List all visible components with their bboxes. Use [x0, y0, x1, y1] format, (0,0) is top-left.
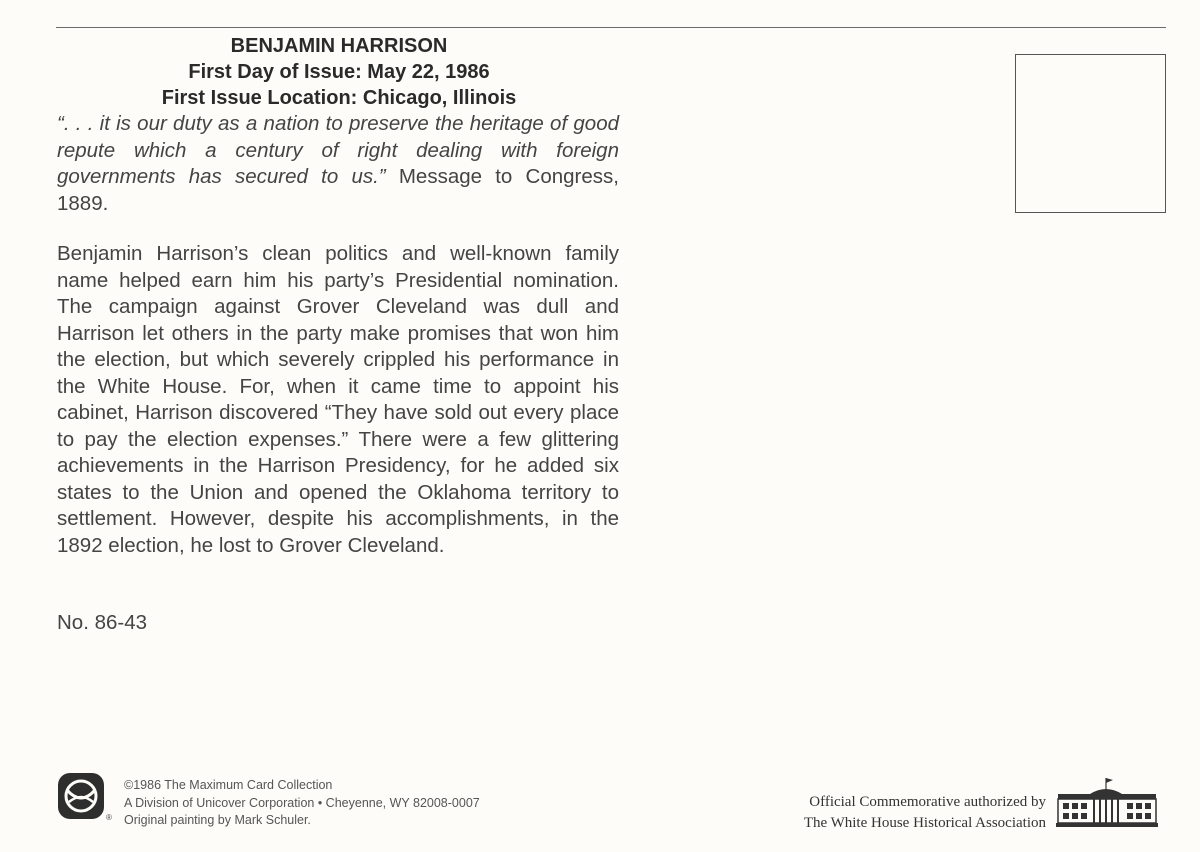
card-header: [56, 33, 622, 111]
white-house-icon: [1056, 776, 1158, 828]
registered-mark: ®: [106, 813, 112, 822]
authorization-line-1: Official Commemorative authorized by: [809, 794, 1046, 810]
credits-block: [124, 777, 480, 830]
stamp-placeholder-box: [1015, 54, 1166, 213]
issue-location: First Issue Location: Chicago, Illinois: [161, 87, 517, 109]
card-number: No. 86-43: [57, 611, 148, 634]
biography-paragraph: Benjamin Harrison’s clean politics and well-known family name helped earn him his party’s Presidential nomination. The campaign against Grover Cleveland was dull and Harrison let others in the party make promises that won him the election, but which severely crippled his performance in the White House. For, when it came time to appoint his cabinet, Harrison discovered “They have sold out every place to pay the election expenses.” There were a few glittering achievements in the Harrison Presidency, for he added six states to the Union and opened the Oklahoma territory to settlement. However, despite his accomplishments, in the 1892 election, he lost to Grover Cleveland.: [57, 242, 619, 557]
painting-credit-line: Original painting by Mark Schuler.: [124, 813, 311, 827]
issue-date: First Day of Issue: May 22, 1986: [188, 61, 490, 83]
copyright-line: ©1986 The Maximum Card Collection: [124, 778, 333, 792]
quote-attribution: Message to Congress, 1889.: [57, 165, 619, 215]
card-title: BENJAMIN HARRISON: [230, 35, 448, 57]
unicover-logo-icon: [57, 772, 105, 820]
division-line: A Division of Unicover Corporation • Cheyenne, WY 82008-0007: [124, 795, 480, 810]
quote-text: “. . . it is our duty as a nation to preserve the heritage of good repute which a century of right dealing with foreign governments has secured to us.”: [57, 112, 619, 188]
top-divider: [56, 27, 1166, 28]
authorization-line-2: The White House Historical Association: [803, 815, 1046, 831]
quote-block: [57, 111, 619, 217]
authorization-block: [740, 792, 1046, 834]
